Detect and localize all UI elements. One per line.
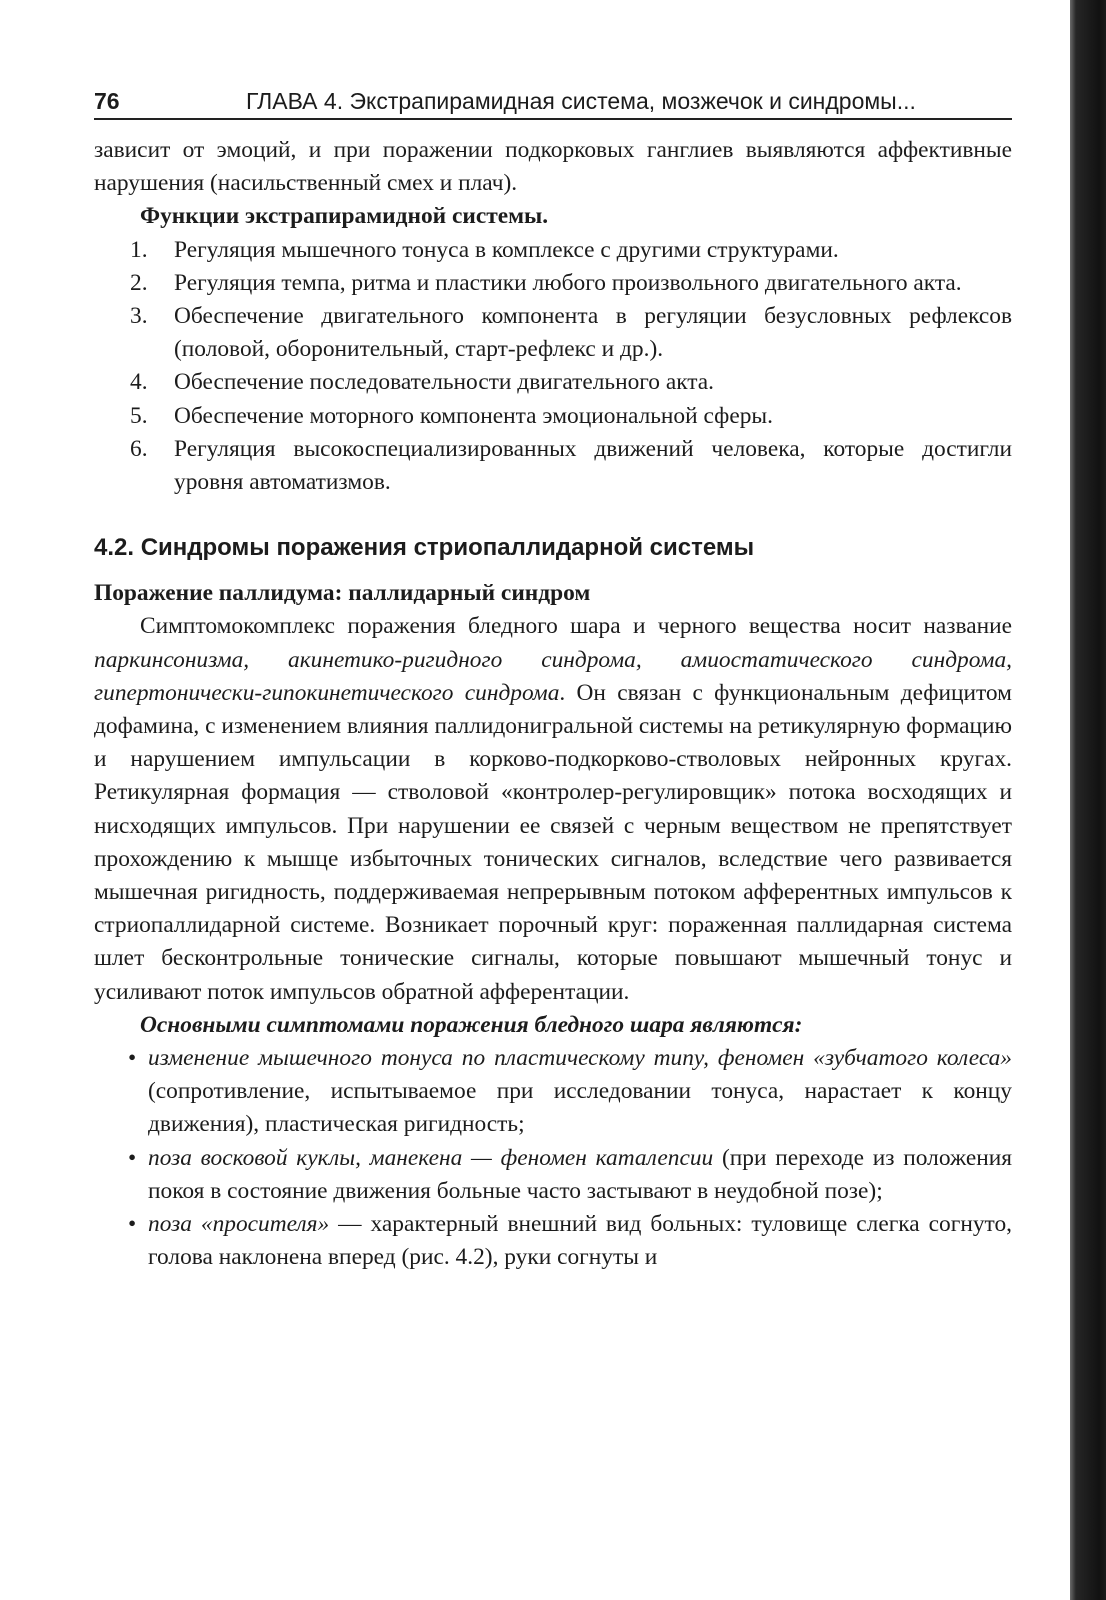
- paragraph-text: . Он связан с функциональным дефицитом дофамина, с изменением влияния паллидонигральной системы на ретикулярную формацию и нарушением импульсации в корково-подкорково-стволовых нейронных кругах. Ретикулярная формация — стволовой «контролер-регулировщик» потока восходящих и нисходящих импульсов. При нарушении ее связей с черным веществом не препятствует прохождению к мышце избыточных тонических сигналов, вследствие чего развивается мышечная ригидность, поддерживаемая непрерывным потоком афферентных импульсов к стриопаллидарной системе. Возникает порочный круг: пораженная паллидарная система шлет бесконтрольные тонические сигналы, которые повышают мышечный тонус и усиливают поток импульсов обратной афферентации.: [94, 679, 1012, 1005]
- symptom-term: поза восковой куклы, манекена — феномен каталепсии: [148, 1144, 714, 1171]
- symptom-text: (сопротивление, испытываемое при исследовании тонуса, нарастает к концу движения), пластическая ригидность;: [148, 1078, 1012, 1138]
- page-number: 76: [94, 88, 120, 114]
- symptoms-title: Основными симптомами поражения бледного шара являются:: [140, 1011, 803, 1038]
- list-item: [94, 1208, 1012, 1274]
- list-number: 6.: [130, 435, 148, 462]
- list-item: [94, 400, 1012, 433]
- functions-list: [94, 234, 1012, 500]
- paragraph-italic-terms: паркинсонизма, акинетико-ригидного синдрома, амиостатического синдрома, гипертонически-гипокинетического синдрома: [94, 646, 1012, 706]
- paragraph-text: Симптомокомплекс поражения бледного шара и черного вещества носит название: [140, 613, 1012, 640]
- intro-paragraph: зависит от эмоций, и при поражении подкорковых ганглиев выявляются аффективные нарушения (насильственный смех и плач).: [94, 137, 1012, 197]
- symptom-term: изменение мышечного тонуса по пластическому типу, феномен «зубчатого колеса»: [148, 1045, 1012, 1072]
- running-header: [94, 88, 1012, 120]
- symptom-text: — характерный внешний вид больных: туловище слегка согнуто, голова наклонена вперед (рис. 4.2), руки согнуты и: [148, 1211, 1012, 1271]
- bullet: •: [128, 1144, 137, 1171]
- bullet: •: [128, 1045, 137, 1072]
- symptom-term: поза «просителя»: [148, 1211, 330, 1238]
- list-text: Обеспечение двигательного компонента в регуляции безусловных рефлексов (половой, оборонительный, старт-рефлекс и др.).: [174, 303, 1012, 363]
- list-text: Обеспечение моторного компонента эмоциональной сферы.: [174, 402, 773, 429]
- list-number: 1.: [130, 236, 148, 263]
- list-item: [94, 234, 1012, 267]
- list-number: 4.: [130, 369, 148, 396]
- main-paragraph: [94, 610, 1012, 1008]
- chapter-title: ГЛАВА 4. Экстрапирамидная система, мозжечок и синдромы...: [246, 88, 916, 114]
- list-item: [94, 433, 1012, 499]
- bullet: •: [128, 1211, 137, 1238]
- subsection-heading: Поражение паллидума: паллидарный синдром: [94, 580, 591, 607]
- list-number: 3.: [130, 303, 148, 330]
- list-text: Регуляция темпа, ритма и пластики любого произвольного двигательного акта.: [174, 269, 962, 296]
- page-body: [94, 134, 1012, 1275]
- list-text: Регуляция высокоспециализированных движений человека, которые достигли уровня автоматизмов.: [174, 435, 1012, 496]
- book-spine-shadow: [1070, 0, 1106, 1600]
- list-item: [94, 300, 1012, 366]
- list-item: [94, 366, 1012, 399]
- list-item: [94, 1042, 1012, 1142]
- list-item: [94, 267, 1012, 300]
- list-number: 5.: [130, 402, 148, 429]
- book-page: [94, 88, 1012, 1275]
- section-heading: 4.2. Синдромы поражения стриопаллидарной системы: [94, 534, 755, 562]
- symptoms-list: [94, 1042, 1012, 1274]
- list-text: Регуляция мышечного тонуса в комплексе с другими структурами.: [174, 236, 839, 263]
- list-number: 2.: [130, 269, 148, 296]
- list-item: [94, 1142, 1012, 1208]
- symptom-text: (при переходе из положения покоя в состояние движения больные часто застывают в неудобной позе);: [148, 1144, 1012, 1204]
- functions-title: Функции экстрапирамидной системы.: [140, 203, 549, 230]
- list-text: Обеспечение последовательности двигательного акта.: [174, 369, 715, 396]
